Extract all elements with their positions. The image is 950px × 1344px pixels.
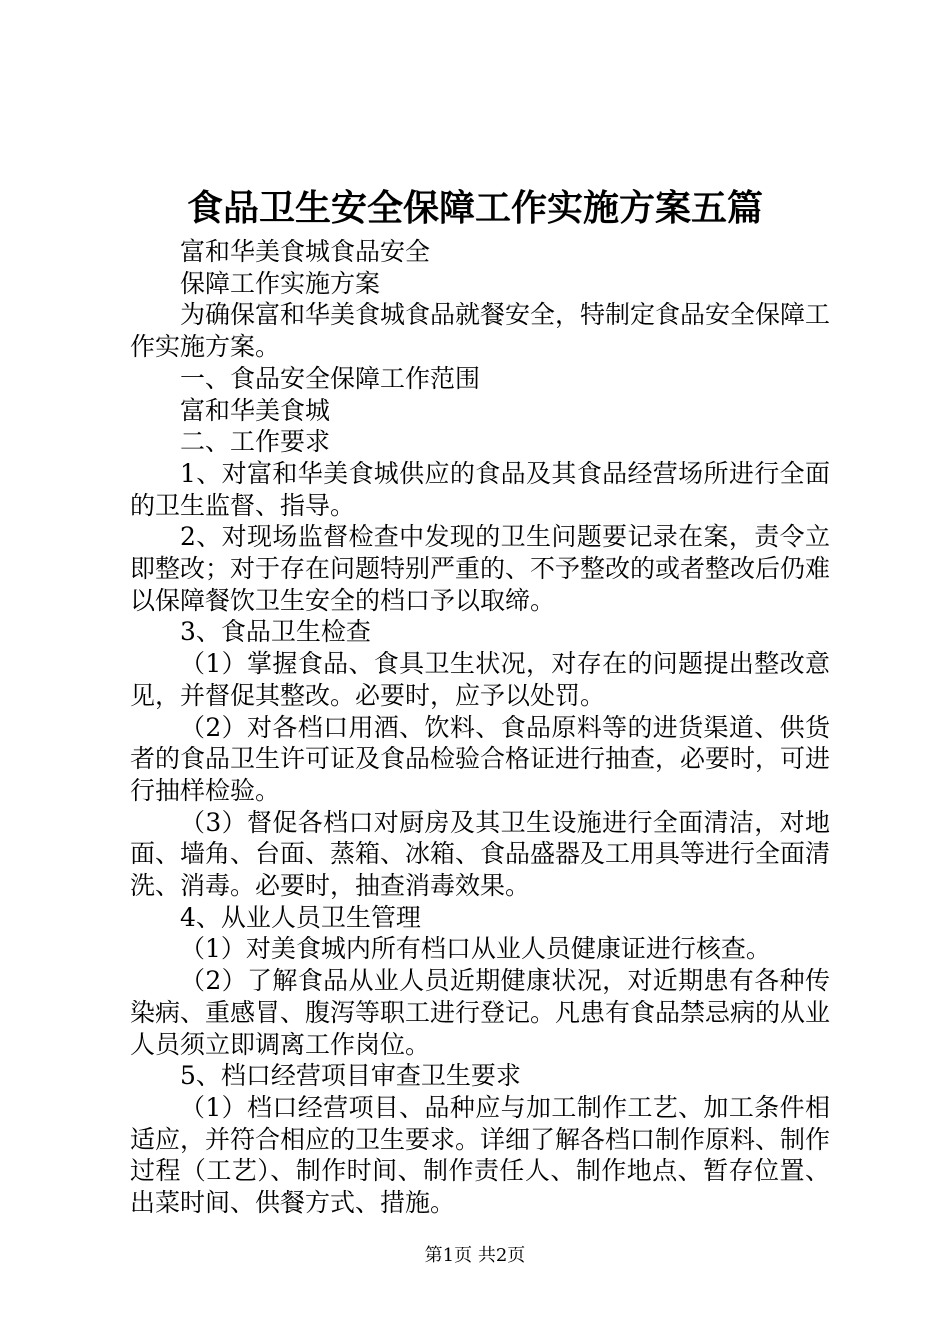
section-heading: 一、食品安全保障工作范围: [180, 363, 481, 393]
paragraph: 富和华美食城食品安全: [180, 237, 431, 266]
paragraph: （3）督促各档口对厨房及其卫生设施进行全面清洁，对地面、墙角、台面、蒸箱、冰箱、食品盛器及工用具等进行全面清洗、消毒。必要时，抽查消毒效果。: [130, 807, 831, 901]
paragraph: 为确保富和华美食城食品就餐安全，特制定食品安全保障工作实施方案。: [130, 300, 831, 362]
paragraph: （2）对各档口用酒、饮料、食品原料等的进货渠道、供货者的食品卫生许可证及食品检验合格证进行抽查，必要时，可进行抽样检验。: [130, 712, 831, 805]
paragraph: （1）掌握食品、食具卫生状况，对存在的问题提出整改意见，并督促其整改。必要时，应予以处罚。: [130, 649, 830, 710]
section-heading: 二、工作要求: [180, 427, 331, 457]
paragraph: 1、对富和华美食城供应的食品及其食品经营场所进行全面的卫生监督、指导。: [130, 458, 830, 520]
subsection-heading: 3、食品卫生检查: [180, 617, 371, 647]
subsection-heading: 4、从业人员卫生管理: [180, 902, 421, 932]
document-body: [130, 236, 830, 1219]
paragraph: 2、对现场监督检查中发现的卫生问题要记录在案，责令立即整改；对于存在问题特别严重的、不予整改的或者整改后仍难以保障餐饮卫生安全的档口予以取缔。: [130, 522, 831, 615]
paragraph: （2）了解食品从业人员近期健康状况，对近期患有各种传染病、重感冒、腹泻等职工进行登记。凡患有食品禁忌病的从业人员须立即调离工作岗位。: [130, 966, 831, 1059]
subsection-heading: 5、档口经营项目审查卫生要求: [180, 1061, 521, 1091]
paragraph: （1）档口经营项目、品种应与加工制作工艺、加工条件相适应，并符合相应的卫生要求。详细了解各档口制作原料、制作过程（工艺）、制作时间、制作责任人、制作地点、暂存位置、出菜时间、供餐方式、措施。: [130, 1092, 831, 1218]
paragraph: （1）对美食城内所有档口从业人员健康证进行核查。: [180, 934, 771, 964]
paragraph: 富和华美食城: [180, 395, 331, 425]
page-footer: 第1页 共2页: [424, 1245, 526, 1266]
document-title: 食品卫生安全保障工作实施方案五篇: [186, 187, 763, 229]
paragraph: 保障工作实施方案: [180, 268, 381, 298]
